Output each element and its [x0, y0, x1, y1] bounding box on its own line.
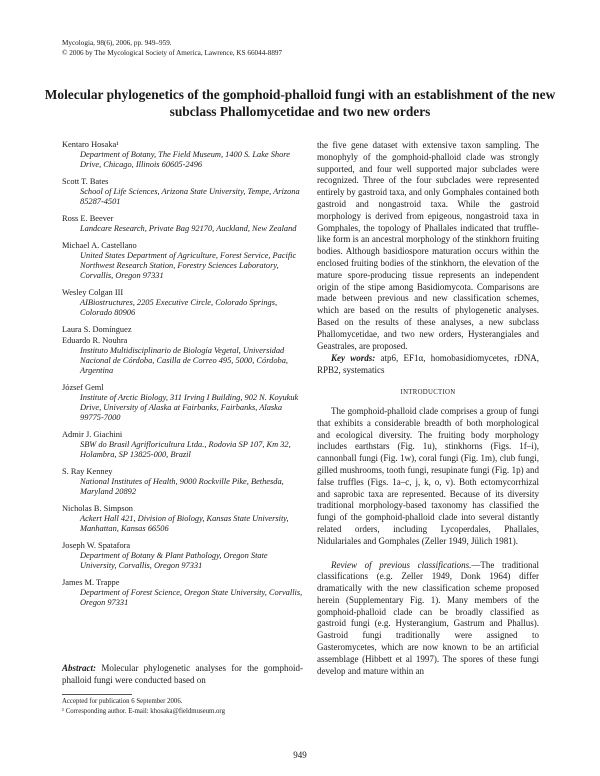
- author-entry: [62, 288, 303, 318]
- author-name: Eduardo R. Nouhra: [62, 336, 128, 345]
- author-name: James M. Trappe: [62, 578, 120, 587]
- author-entry: [62, 541, 303, 571]
- author-entry: [62, 214, 303, 234]
- journal-citation: Mycologia, 98(6), 2006, pp. 949–959.: [62, 39, 172, 47]
- author-name: József Geml: [62, 383, 104, 392]
- journal-header: [62, 38, 282, 58]
- footnote-divider: [62, 694, 132, 695]
- review-lead: Review of previous classifications.: [331, 559, 472, 570]
- author-entry: [62, 140, 303, 170]
- introduction-heading: INTRODUCTION: [400, 388, 456, 396]
- author-affiliation: SBW do Brasil Agrifloricultura Ltda., Rodovia SP 107, Km 32, Holambra, SP 13825-000, Brazil: [80, 440, 291, 459]
- introduction-paragraph: The gomphoid-phalloid clade comprises a group of fungi that exhibits a considerable breadth of both morphological and ecological diversity. The fruiting body morphology includes earthstars (Fig. 1u), stinkhorns (Figs. 1f–i), cannonball fungi (Fig. 1w), coral fungi (Fig. 1m), club fungi, gilled mushrooms, tooth fungi, resupinate fungi (Fig. 1p) and false truffles (Figs. 1a–c, j, k, o, v). Both ectomycorrhizal and saprobic taxa are represented. Because of its diversity traditional morphology-based taxonomy has classified the fungi of the gomphoid-phalloid clade into several distantly related orders, including Lycoperdales, Phallales, Nidulariales and Gomphales (Zeller 1949, Jülich 1981).: [317, 405, 539, 546]
- copyright-line: © 2006 by The Mycological Society of America, Lawrence, KS 66044-8897: [62, 49, 283, 57]
- abstract-continuation: the five gene dataset with extensive taxon sampling. The monophyly of the gomphoid-phalloid clade was strongly supported, and four well supported major subclades were recognized. Three of the four subclades were represented entirely by gastroid taxa, and only Gomphales contained both gastroid and nongastroid taxa. While the gastroid morphology is derived from epigeous, nongastroid taxa in Gomphales, the topology of Phallales indicated that truffle-like form is an ancestral morphology of the stinkhorn fruiting bodies. Although basidiospore maturation occurs within the enclosed fruiting bodies of the stinkhorn, the elevation of the mature spore-producing tissue represents an independent origin of the stipe among Basidiomycota. Comparisons are made between previous and new classification schemes, which are based on the results of phylogenetic analyses. Based on the results of these analyses, a new subclass Phallomycetidae, and two new orders, Hysterangiales and Geastrales, are proposed.: [317, 140, 539, 351]
- author-affiliations: [62, 140, 303, 615]
- author-entry: [62, 325, 303, 335]
- page-number: 949: [293, 750, 307, 760]
- author-name: Joseph W. Spatafora: [62, 541, 131, 550]
- author-entry: [62, 241, 303, 281]
- author-entry: [62, 177, 303, 207]
- author-affiliation: AIBiostructures, 2205 Executive Circle, Colorado Springs, Colorado 80906: [80, 298, 278, 317]
- author-entry: [62, 504, 303, 534]
- author-affiliation: Department of Botany & Plant Pathology, Oregon State University, Corvallis, Oregon 97331: [80, 551, 268, 570]
- article-title: Molecular phylogenetics of the gomphoid-phalloid fungi with an establishment of the new subclass Phallomycetidae and two new orders: [44, 87, 556, 119]
- accepted-note: Accepted for publication 6 September 2006.: [62, 698, 183, 705]
- review-text: —The traditional classifications (e.g. Zeller 1949, Donk 1964) differ dramatically with the new classification scheme proposed herein (Supplementary Fig. 1). Many members of the gomphoid-phalloid clade can be broadly classified as gastroid fungi (e.g. Hysterangium, Gastrum and Phallus). Gastroid fungi traditionally were assigned to Gasteromycetes, which are now known to be an artificial assemblage (Hibbett et al 1997). The spores of these fungi develop and mature within an: [317, 559, 539, 676]
- author-name: Admir J. Giachini: [62, 430, 123, 439]
- right-column: [317, 140, 539, 677]
- author-entry: [62, 336, 303, 376]
- author-name: Nicholas B. Simpson: [62, 504, 133, 513]
- author-name: Wesley Colgan III: [62, 288, 124, 297]
- abstract-text-start: Molecular phylogenetic analyses for the gomphoid-phalloid fungi were conducted based on: [62, 663, 303, 685]
- author-affiliation: National Institutes of Health, 9000 Rockville Pike, Bethesda, Maryland 20892: [80, 477, 284, 496]
- author-affiliation: Instituto Multidisciplinario de Biología Vegetal, Universidad Nacional de Córdoba, Casilla de Correo 495, 5000, Córdoba, Argentina: [80, 346, 288, 375]
- corresponding-author-note: ¹ Corresponding author. E-mail: khosaka@fieldmuseum.org: [62, 708, 225, 715]
- author-affiliation: Department of Botany, The Field Museum, 1400 S. Lake Shore Drive, Chicago, Illinois 60605-2496: [80, 150, 290, 169]
- author-name: Kentaro Hosaka¹: [62, 140, 119, 149]
- abstract-start: [62, 662, 303, 686]
- author-affiliation: United States Department of Agriculture, Forest Service, Pacific Northwest Research Station, Forestry Sciences Laboratory, Corvallis, Oregon 97331: [80, 251, 297, 280]
- author-name: Scott T. Bates: [62, 177, 109, 186]
- author-name: Michael A. Castellano: [62, 241, 137, 250]
- author-name: Laura S. Domínguez: [62, 325, 132, 334]
- review-paragraph: [317, 560, 539, 678]
- author-affiliation: Institute of Arctic Biology, 311 Irving I Building, 902 N. Koyukuk Drive, University of Alaska at Fairbanks, Fairbanks, Alaska 99775-7000: [80, 393, 299, 422]
- author-entry: [62, 430, 303, 460]
- author-entry: [62, 578, 303, 608]
- footnotes: [62, 697, 303, 717]
- author-entry: [62, 383, 303, 423]
- author-affiliation: Ackert Hall 421, Division of Biology, Kansas State University, Manhattan, Kansas 66506: [80, 514, 289, 533]
- author-entry: [62, 467, 303, 497]
- author-affiliation: Department of Forest Science, Oregon State University, Corvallis, Oregon 97331: [80, 588, 303, 607]
- author-affiliation: School of Life Sciences, Arizona State University, Tempe, Arizona 85287-4501: [80, 187, 300, 206]
- keywords-label: Key words:: [331, 353, 376, 364]
- author-affiliation: Landcare Research, Private Bag 92170, Auckland, New Zealand: [80, 224, 297, 233]
- abstract-label: Abstract:: [62, 663, 97, 673]
- author-name: S. Ray Kenney: [62, 467, 113, 476]
- keywords-text: atp6, EF1α, homobasidiomycetes, rDNA, RPB2, systematics: [317, 353, 540, 376]
- author-name: Ross E. Beever: [62, 214, 114, 223]
- keywords: [317, 353, 539, 377]
